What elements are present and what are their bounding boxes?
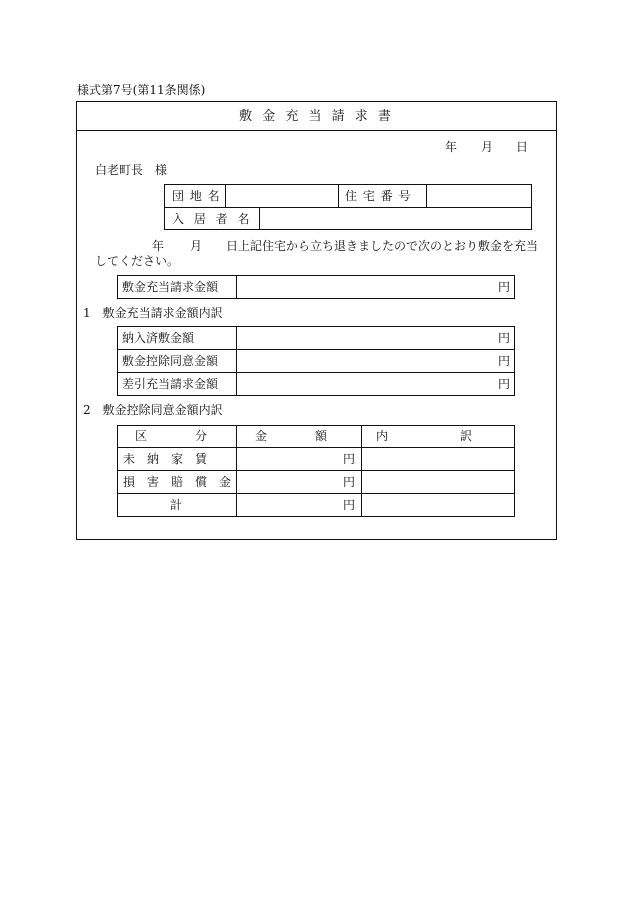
statement-line2: してください。: [95, 254, 180, 268]
table-row-label: 未 納 家 賃: [123, 452, 208, 466]
table-row-unit: 円: [498, 331, 511, 345]
complex-label-divider: [225, 184, 226, 207]
complex-value-divider: [338, 184, 339, 207]
statement-line1: 日上記住宅から立ち退きましたので次のとおり敷金を充当: [226, 239, 539, 253]
section1-row-divider-1: [117, 349, 515, 350]
table-row-unit: 円: [343, 452, 356, 466]
house-label-divider: [426, 184, 427, 207]
applicant-row-divider: [164, 207, 532, 208]
section2-heading: 2 敷金控除同意金額内訳: [83, 403, 223, 417]
date-month: 月: [481, 140, 494, 154]
section2-col-divider-1: [236, 425, 237, 517]
claim-total-label: 敷金充当請求金額: [122, 280, 219, 294]
table-row-unit: 円: [498, 354, 511, 368]
addressee: 白老町長 様: [95, 163, 168, 177]
table-row-label: 計: [170, 498, 183, 512]
section2-col-divider-2: [361, 425, 362, 517]
table-row-unit: 円: [343, 475, 356, 489]
section1-heading: 1 敷金充当請求金額内訳: [83, 306, 223, 320]
title-divider: [76, 130, 557, 131]
section1-row-divider-2: [117, 372, 515, 373]
table-row-unit: 円: [343, 498, 356, 512]
table-row-label: 敷金控除同意金額: [122, 354, 219, 368]
house-number-label: 住 宅 番 号: [345, 189, 412, 203]
complex-label: 団 地 名: [172, 189, 221, 203]
date-day: 日: [516, 140, 529, 154]
statement-month: 月: [190, 239, 203, 253]
section2-row-divider-2: [117, 493, 515, 494]
section2-row-divider-1: [117, 470, 515, 471]
table-row-label: 納入済敷金額: [122, 331, 195, 345]
claim-total-unit: 円: [498, 280, 511, 294]
resident-label: 入 居 者 名: [172, 212, 253, 226]
claim-total-divider: [236, 275, 237, 299]
date-year: 年: [445, 140, 458, 154]
form-number: 様式第7号(第11条関係): [77, 83, 206, 97]
table-row-label: 差引充当請求金額: [122, 377, 219, 391]
section1-col-divider: [236, 326, 237, 396]
header-category: 区 分: [135, 429, 208, 443]
form-title: 敷 金 充 当 請 求 書: [239, 109, 394, 124]
header-amount: 金 額: [255, 429, 328, 443]
table-row-label: 損 害 賠 償 金: [123, 475, 232, 489]
header-breakdown: 内 訳: [376, 429, 473, 443]
section2-header-divider: [117, 447, 515, 448]
resident-label-divider: [259, 207, 260, 230]
statement-year: 年: [152, 239, 165, 253]
table-row-unit: 円: [498, 377, 511, 391]
